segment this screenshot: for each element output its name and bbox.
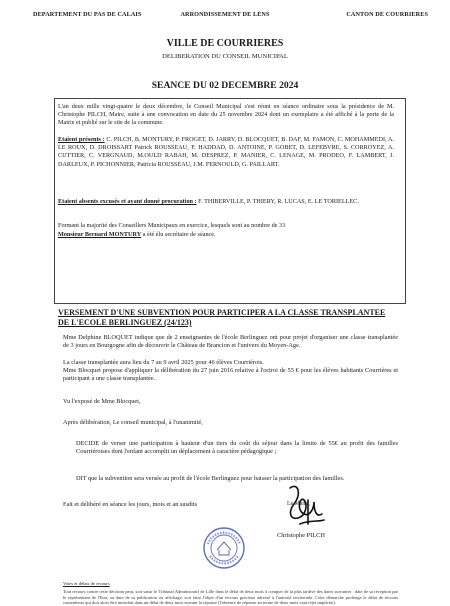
body-paragraph-1: Mme Delphine BLOQUET indique que de 2 enseignantes de l'école Berlinguez ont pour projet d'organiser une classe transplantée de 3 jours en Bourgogne afin de découvrir le Château de Brancion et l'univers du Moyen-Age.	[63, 334, 398, 350]
excuses-paragraph	[58, 198, 394, 206]
fait-paragraph: Fait et délibéré en séance les jours, mois et an susdits	[63, 501, 198, 508]
body-paragraph-5: Après délibération, Le conseil municipal, à l'unanimité,	[63, 419, 203, 426]
body-paragraph-3: Mme Blocquet propose d'appliquer la délibération du 27 juin 2016 relative à l'octroi de 55 € pour les élèves habitants Courrières et participant à une classe transplantée.	[63, 367, 398, 383]
header-canton: CANTON DE COURRIERES	[346, 11, 428, 18]
secretaire-name: Monsieur Bernard MONTURY	[58, 231, 142, 238]
body-paragraph-2: La classe transplantée aura lieu du 7 au 9 avril 2025 pour 46 élèves Courriérois.	[63, 359, 264, 366]
header-departement: DEPARTEMENT DU PAS DE CALAIS	[33, 11, 142, 18]
signature-mention: Le Maire,	[287, 501, 310, 507]
seance-title: SEANCE DU 02 DECEMBRE 2024	[151, 80, 299, 91]
decide-paragraph: DECIDE de verser une participation à hauteur d'un tiers du coût du séjour dans la limite de 55€ au profit des familles Courriéroises dont l'enfant accomplit un déplacement à caractère pédagogique ;	[76, 440, 398, 456]
voies-recours-title: Voies et délais de recours	[63, 581, 110, 586]
excuses-list: F. THIBERVILLE, P. THIERY, R. LUCAS, E. LE TORIELLEC.	[196, 198, 359, 205]
presents-label: Etaient présents :	[58, 136, 105, 143]
mairie-stamp-icon	[202, 526, 246, 570]
dit-paragraph: DIT que la subvention sera versée au profit de l'école Berlinguez pour baisser la participation des familles.	[76, 475, 345, 482]
quorum-text: Formant la majorité des Conseillers Municipaux en exercice, lesquels sont au nombre de 33	[58, 222, 286, 229]
body-paragraph-4: Vu l'exposé de Mme Blocquet,	[63, 398, 141, 405]
excuses-label: Etaient absents excusés et ayant donné procuration :	[58, 198, 197, 205]
presents-list: C. PILCH, B. MONTURY, P. FROGET, D. JARRY, D. BLOCQUET, B. DAF, M. FAMON, C. MOHAMMEDI, A. LE ROUX, D. DROISSART Patrick ROUSSEAU, F. HADDAD, D. ANTOINE, P. GOBET, D. LEFEBVRE, S. CORROYEZ, A. CUTTIER, C. VERGNAUD, M.OULD RABAH, M. DESPREZ, P. MANIER, C. LENAGE, M. PRODEO, F. LAMBERT, J. DARLEUX, P. PICHONNIER, Patricia ROUSSEAU, J.M. FERNOULD, G. PAILLART.	[58, 136, 394, 168]
commune-title: VILLE DE COURRIERES	[166, 38, 284, 49]
header-arrondissement: ARRONDISSEMENT DE LENS	[180, 11, 270, 18]
deliberation-subject: VERSEMENT D'UNE SUBVENTION POUR PARTICIPER A LA CLASSE TRANSPLANTEE DE L'ECOLE BERLINGUEZ (24/123)	[58, 308, 386, 327]
preamble-text: L'an deux mille vingt-quatre le deux décembre, le Conseil Municipal s'est réuni en séance ordinaire sous la présidence de M. Christophe PILCH, Maire, suite à une convocation en date du 25 novembre 2024 dont un exemplaire a été affiché à la porte de la Mairie et publié sur le site de la commune.	[58, 103, 394, 127]
signatory-name: Christophe PILCH	[276, 532, 326, 539]
secretaire-text: Monsieur Bernard MONTURY a été élu secrétaire de séance.	[58, 231, 216, 238]
voies-recours-text: Tout recours contre cette décision peut, soit saisir le Tribunal Administratif de Lille dans le délai de deux mois à compter de la plus tardive des dates suivantes : date de sa réception par le représentant de l'Etat, ou date de sa publication ou affichage, soit faire l'objet d'un recours gracieux adressé à l'autorité territoriale. Cette démarche prolonge le délai de recours contentieux qui doit alors être introduit dans un délai de deux mois suivant la réponse (l'absence de réponse au terme de deux mois vaut rejet implicite).	[63, 589, 398, 606]
presents-paragraph	[58, 136, 394, 169]
deliberation-title: DELIBERATION DU CONSEIL MUNICIPAL	[162, 53, 288, 60]
